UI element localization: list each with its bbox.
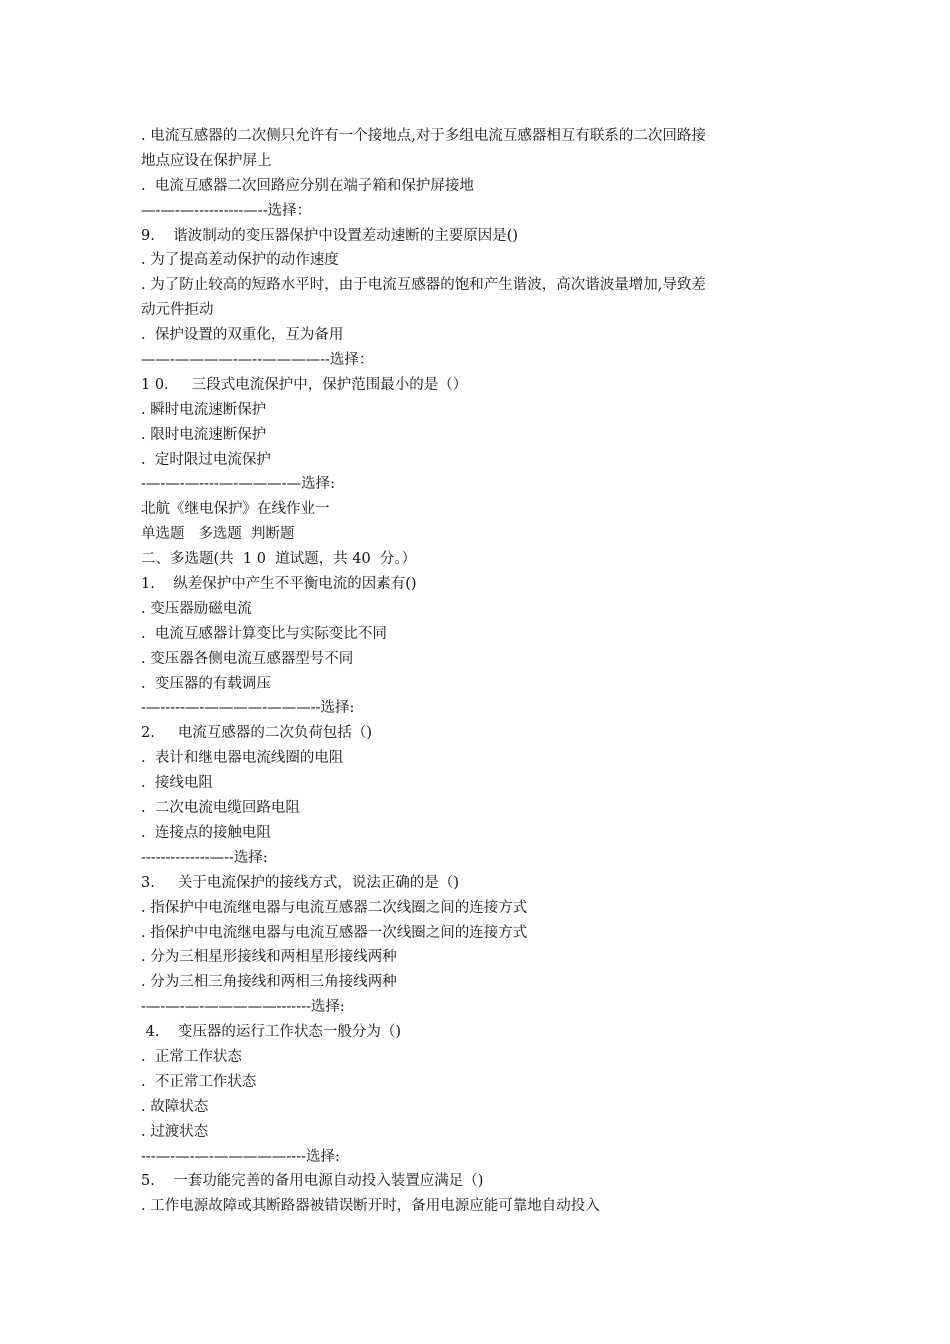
question-10: 1 0. 三段式电流保护中，保护范围最小的是（） (141, 376, 468, 393)
option-line: . 工作电源故障或其断路器被错误断开时，备用电源应能可靠地自动投入 (141, 1198, 600, 1215)
option-line: . 电流互感器的二次侧只允许有一个接地点,对于多组电流互感器相互有联系的二次回路接 (141, 128, 706, 144)
option-line: . 为了提高差动保护的动作速度 (141, 252, 339, 269)
option-line: . 定时限过电流保护 (141, 451, 271, 468)
option-line: . 表计和继电器电流线圈的电阻 (141, 750, 344, 767)
option-line: . 分为三相星形接线和两相星形接线两种 (141, 949, 397, 966)
option-line: . 连接点的接触电阻 (141, 824, 271, 841)
option-line-continuation: 地点应设在保护屏上 (141, 152, 272, 169)
option-line: . 为了防止较高的短路水平时，由于电流互感器的饱和产生谐波，高次谐波量增加,导致差 (141, 277, 706, 294)
option-line: . 分为三相三角接线和两相三角接线两种 (141, 974, 397, 991)
section-heading: 二、多选题(共 1 0 道试题，共 40 分。） (141, 551, 417, 568)
option-line: . 变压器励磁电流 (141, 600, 252, 617)
assignment-title: 北航《继电保护》在线作业一 (141, 501, 330, 518)
question-1: 1. 纵差保护中产生不平衡电流的因素有() (141, 576, 417, 593)
option-line: . 变压器的有载调压 (141, 675, 271, 692)
option-line: . 故障状态 (141, 1098, 209, 1115)
question-5: 5. 一套功能完善的备用电源自动投入装置应满足（) (141, 1173, 484, 1190)
answer-separator: ---—-—-—-—————----选择: (141, 1148, 340, 1165)
answer-separator: —-—-—----------—--选择： (141, 202, 312, 219)
option-line: . 变压器各侧电流互感器型号不同 (141, 650, 354, 667)
option-line: . 接线电阻 (141, 775, 213, 792)
option-line: . 电流互感器二次回路应分别在端子箱和保护屏接地 (141, 177, 474, 194)
answer-separator: -—-—-—-—————-------选择: (141, 999, 345, 1016)
question-2: 2. 电流互感器的二次负荷包括（) (141, 725, 373, 742)
option-line: . 二次电流电缆回路电阻 (141, 800, 300, 817)
option-line-continuation: 动元件拒动 (141, 302, 214, 319)
option-line: . 限时电流速断保护 (141, 426, 267, 443)
option-line: . 正常工作状态 (141, 1048, 242, 1065)
option-line: . 瞬时电流速断保护 (141, 401, 267, 418)
option-line: . 保护设置的双重化，互为备用 (141, 327, 344, 344)
question-9: 9. 谐波制动的变压器保护中设置差动速断的主要原因是() (141, 227, 519, 244)
answer-separator: ——-————-—--————--选择： (141, 352, 374, 369)
question-4: 4. 变压器的运行工作状态一般分为（) (141, 1024, 402, 1041)
option-line: . 指保护中电流继电器与电流互感器二次线圈之间的连接方式 (141, 899, 528, 916)
question-3: 3. 关于电流保护的接线方式，说法正确的是（) (141, 874, 460, 891)
answer-separator: --------------—--选择: (141, 849, 268, 866)
option-line: . 指保护中电流继电器与电流互感器一次线圈之间的连接方式 (141, 924, 528, 941)
answer-separator: -—-—-—----—-———-—选择: (141, 476, 335, 493)
option-line: . 过渡状态 (141, 1123, 209, 1140)
answer-separator: -—-----—-————-———--选择: (141, 700, 355, 717)
option-line: . 电流互感器计算变比与实际变比不同 (141, 625, 387, 642)
question-type-list: 单选题 多选题 判断题 (141, 526, 295, 543)
document-body (141, 124, 821, 1219)
option-line: . 不正常工作状态 (141, 1073, 257, 1090)
